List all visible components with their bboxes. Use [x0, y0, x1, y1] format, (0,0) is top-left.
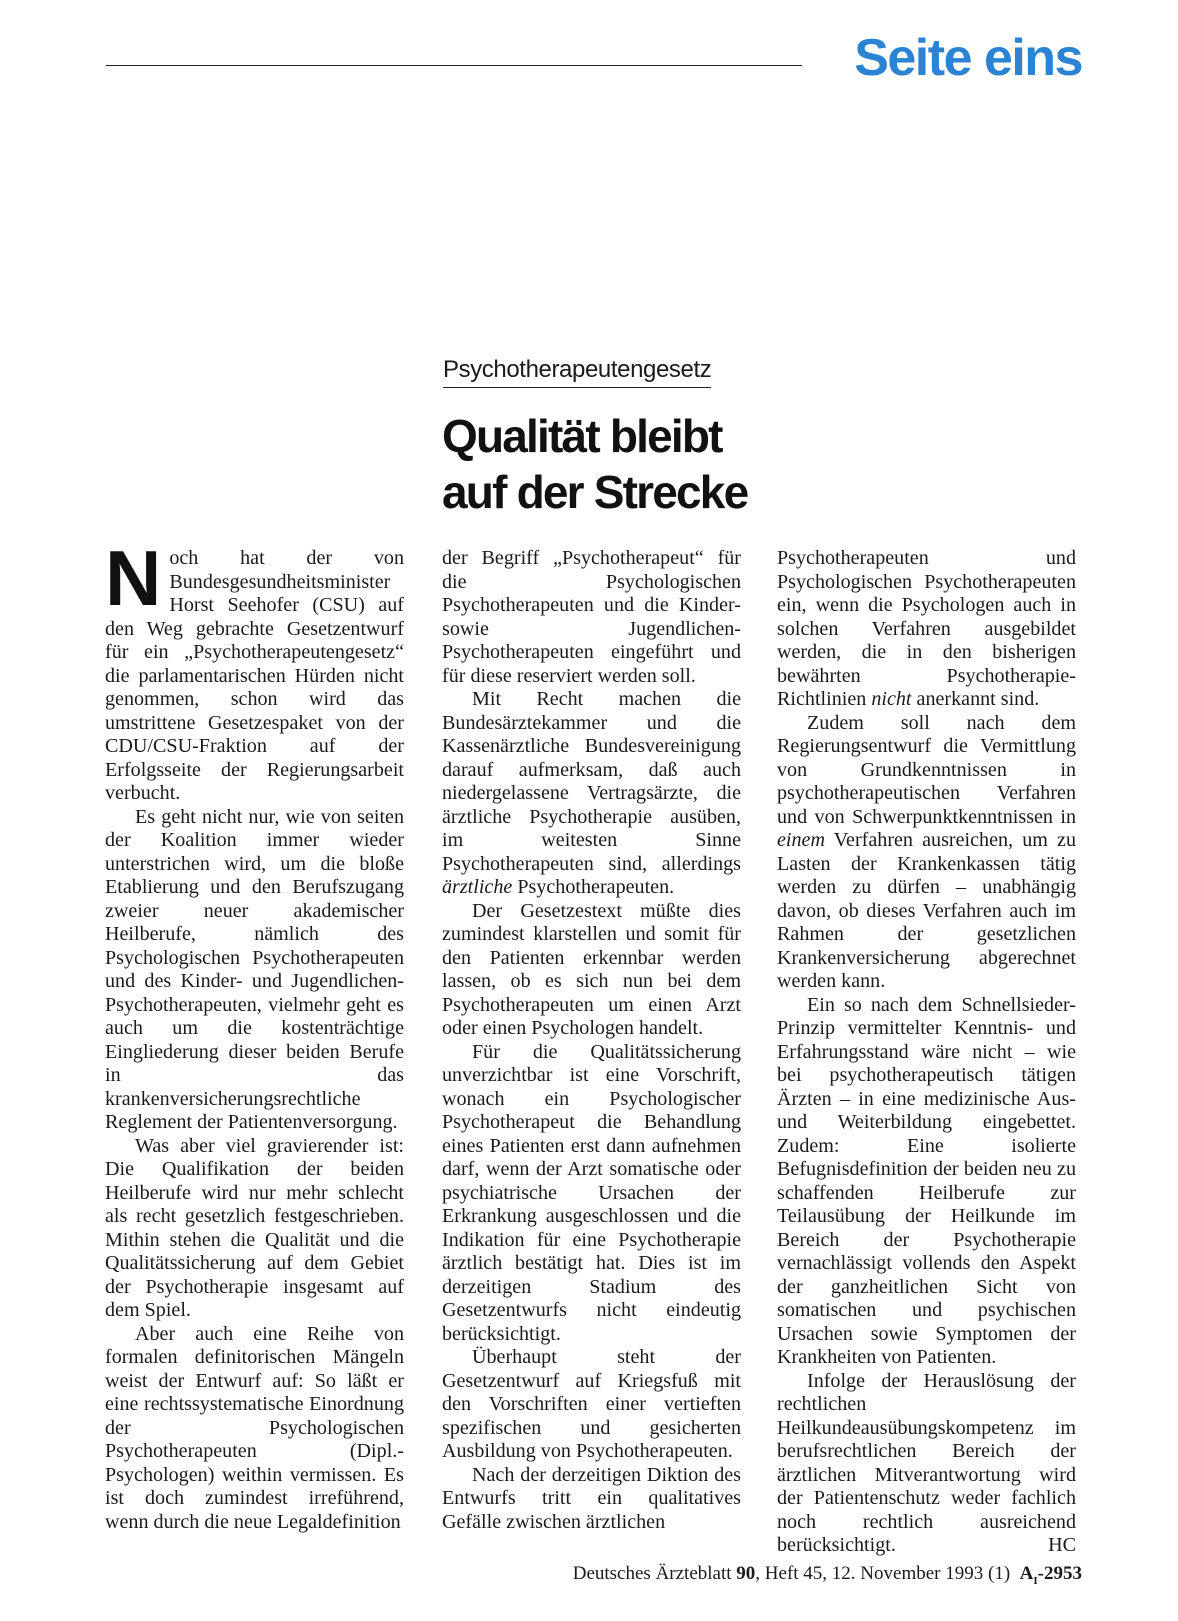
paragraph-text: och hat der von Bundesgesundheitsminister Horst Seehofer (CSU) auf den Weg gebrachte Gesetzentwurf für ein „Psychotherapeutengesetz“ die parlamentarischen Hürden nicht genommen, schon wird das umstrittene Gesetzespaket von der CDU/CSU-Fraktion auf der Erfolgsseite der Regierungsarbeit verbucht.: [105, 547, 404, 804]
article-column-1: [105, 534, 404, 1534]
paragraph: Nach der derzeitigen Diktion des Entwurfs tritt ein qualitatives Gefälle zwischen ärztlichen: [442, 1463, 741, 1533]
paragraph-text: Mit Recht machen die Bundesärztekammer und die Kassenärztliche Bundesvereinigung darauf aufmerksam, daß auch niedergelassene Vertragsärzte, die ärztliche Psychotherapie ausüben, im weitesten Sinne Psychotherapeuten sind, allerdings: [442, 688, 741, 875]
emphasis-text: einem: [777, 829, 825, 851]
paragraph-text: Zudem soll nach dem Regierungsentwurf die Vermittlung von Grundkenntnissen in psychotherapeutischen Verfahren und von Schwerpunktkenntnissen in: [777, 711, 1076, 828]
article-kicker: Psychotherapeutengesetz: [443, 355, 711, 388]
article-column-3: [777, 547, 1076, 1558]
article-column-2: [442, 547, 741, 1534]
paragraph: [777, 1370, 1076, 1558]
issue-date: , Heft 45, 12. November 1993 (1): [755, 1563, 1011, 1584]
paragraph-text: Infolge der Herauslösung der rechtlichen Heilkundeausübungskompetenz im berufsrechtlichen Bereich der ärztlichen Mitverantwortung wird der Patientenschutz weder fachlich noch rechtlich ausreichend berücksichtigt.: [777, 1369, 1076, 1556]
paragraph-text: Verfahren ausreichen, um zu Lasten der Krankenkassen tätig werden zu dürfen – unabhängig davon, ob dieses Verfahren auch im Rahmen der gesetzlichen Krankenversicherung abgerechnet werden kann.: [777, 829, 1076, 992]
paragraph: der Begriff „Psychotherapeut“ für die Psychologischen Psychotherapeuten und die Kinder- sowie Jugendlichen-Psychotherapeuten eingeführt und für diese reserviert werden soll.: [442, 547, 741, 687]
paragraph: Für die Qualitätssicherung unverzichtbar ist eine Vorschrift, wonach ein Psychologischer Psychotherapeut die Behandlung eines Patienten erst dann aufnehmen darf, wenn der Arzt somatische oder psychiatrische Ursachen der Erkrankung ausgeschlossen und die Indikation für eine Psychotherapie ärztlich bestätigt hat. Dies ist im derzeitigen Stadium des Gesetzentwurfs nicht eindeutig berücksichtigt.: [442, 1040, 741, 1345]
paragraph: Aber auch eine Reihe von formalen definitorischen Mängeln weist der Entwurf auf: So läßt er eine rechtssystematische Einordnung der Psychologischen Psychotherapeuten (Dipl.-Psychologen) weithin vermissen. Es ist doch zumindest irreführend, wenn durch die neue Legaldefinition: [105, 1322, 404, 1533]
paragraph: [777, 712, 1076, 994]
paragraph: Was aber viel gravierender ist: Die Qualifikation der beiden Heilberufe wird nur mehr schlecht als recht gesetzlich festgeschrieben. Mithin stehen die Qualität und die Qualitätssicherung auf dem Gebiet der Psychotherapie insgesamt auf dem Spiel.: [105, 1134, 404, 1321]
paragraph-text: anerkannt sind.: [911, 688, 1040, 710]
section-title: Seite eins: [854, 29, 1082, 87]
page-footer: [573, 1562, 1082, 1593]
article-headline: [442, 408, 1042, 520]
headline-line-2: auf der Strecke: [442, 466, 748, 518]
paragraph: [777, 547, 1076, 712]
paragraph-text: Psychotherapeuten und Psychologischen Psychotherapeuten ein, wenn die Psychologen auch in solchen Verfahren ausgebildet werden, die in den bisherigen bewährten Psychotherapie-Richtlinien: [777, 547, 1076, 710]
page-number: $A_I-2953$: [1019, 1563, 1082, 1587]
paragraph: Ein so nach dem Schnellsieder-Prinzip vermittelter Kenntnis- und Erfahrungsstand wäre nicht – wie bei psychotherapeutisch tätigen Ärzten – in eine medizinische Aus- und Weiterbildung eingebettet. Zudem: Eine isolierte Befugnisdefinition der beiden neu zu schaffenden Heilberufe zur Teilausübung der Heilkunde im Bereich der Psychotherapie vernachlässigt vollends den Aspekt der ganzheitlichen Sicht von somatischen und psychischen Ursachen sowie Symptomen der Krankheiten von Patienten.: [777, 993, 1076, 1368]
paragraph-text: Psychotherapeuten.: [512, 876, 675, 898]
headline-line-1: Qualität bleibt: [442, 410, 722, 462]
paragraph: [442, 688, 741, 900]
author-initials: HC: [1048, 1534, 1076, 1556]
paragraph: Es geht nicht nur, wie von seiten der Koalition immer wieder unterstrichen wird, um die bloße Etablierung und den Berufszugang zweier neuer akademischer Heilberufe, nämlich des Psychologischen Psychotherapeuten und des Kinder- und Jugendlichen-Psychotherapeuten, vielmehr geht es auch um die kostenträchtige Eingliederung dieser beiden Berufe in das krankenversicherungsrechtliche Reglement der Patientenversorgung.: [105, 805, 404, 1133]
paragraph: [105, 534, 404, 806]
header-rule: [106, 65, 802, 66]
journal-volume: 90: [736, 1563, 756, 1584]
emphasis-text: nicht: [871, 688, 912, 710]
journal-name: Deutsches Ärzteblatt: [572, 1563, 732, 1584]
paragraph: Der Gesetzestext müßte dies zumindest klarstellen und somit für den Patienten erkennbar werden lassen, ob es sich nun bei dem Psychotherapeuten um einen Arzt oder einen Psychologen handelt.: [442, 899, 741, 1039]
emphasis-text: ärztliche: [442, 876, 513, 898]
drop-cap: N: [105, 534, 162, 622]
paragraph: Überhaupt steht der Gesetzentwurf auf Kriegsfuß mit den Vorschriften einer vertieften spezifischen und gesicherten Ausbildung von Psychotherapeuten.: [442, 1346, 741, 1462]
